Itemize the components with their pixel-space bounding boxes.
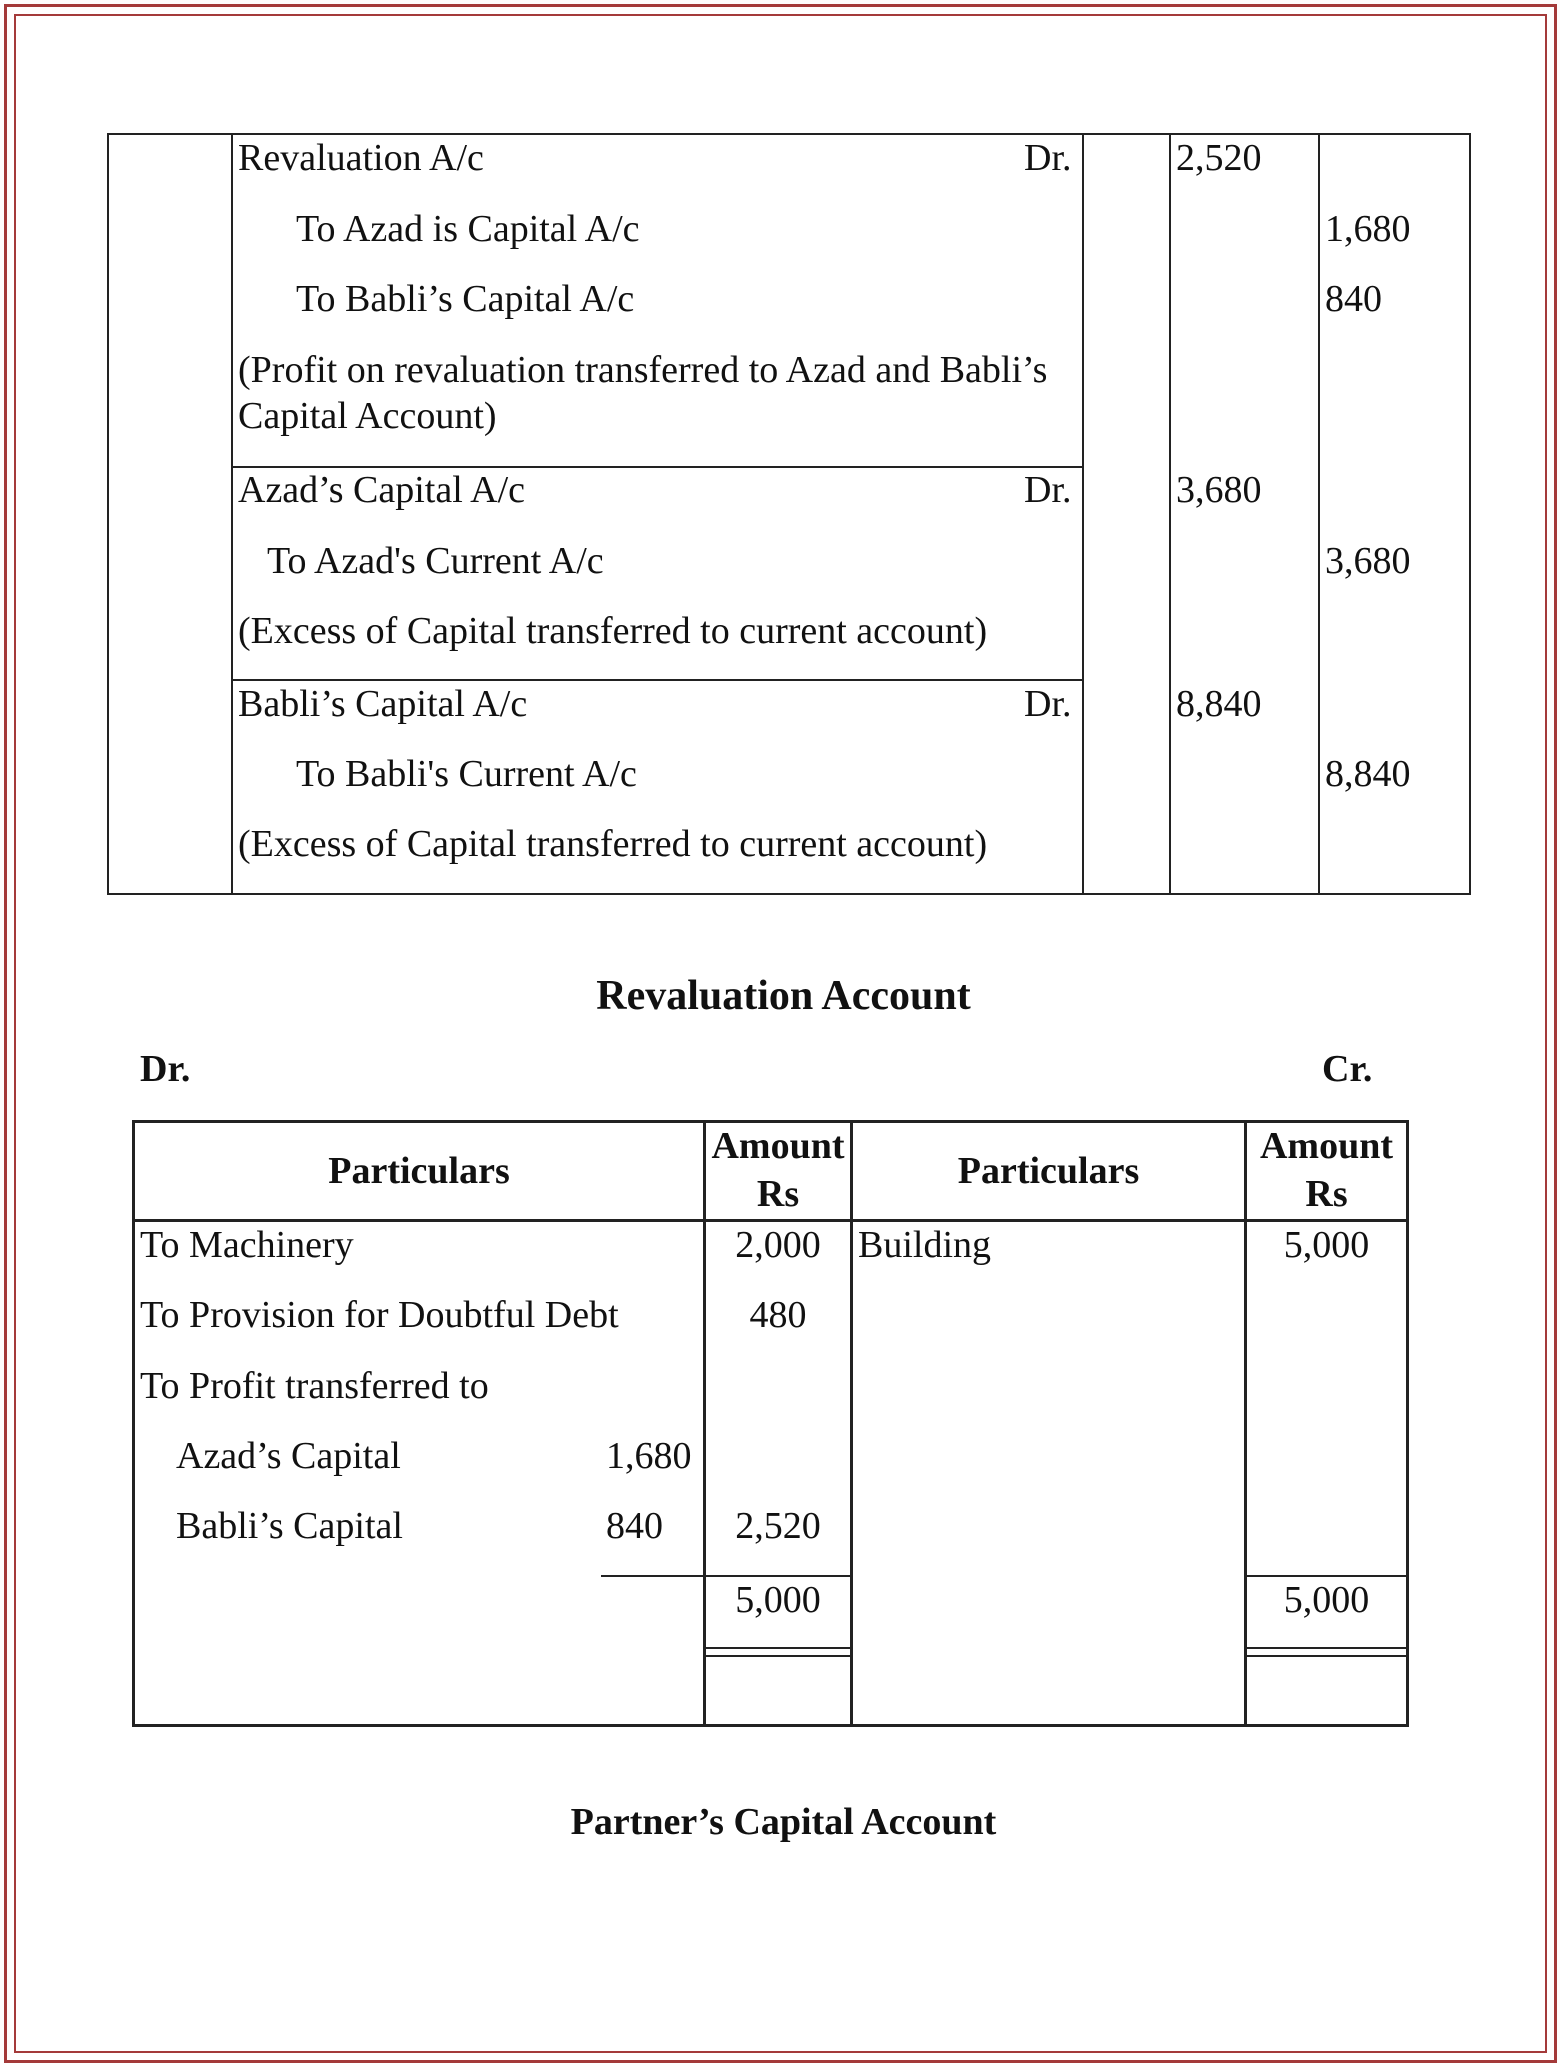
total-right: 5,000 xyxy=(1283,1579,1370,1621)
entry2-debit-account: Azad’s Capital A/c xyxy=(238,469,526,511)
total-left: 5,000 xyxy=(735,1579,821,1621)
credit-row-building: Building xyxy=(858,1224,992,1266)
debit-row-profit-transferred: To Profit transferred to xyxy=(140,1365,489,1407)
profit-azad-label: Azad’s Capital xyxy=(176,1435,401,1477)
debit-amount-provision: 480 xyxy=(749,1294,807,1336)
header-particulars-left: Particulars xyxy=(328,1150,510,1192)
entry2-credit1-account: To Azad's Current A/c xyxy=(267,540,604,582)
header-rs-left: Rs xyxy=(756,1173,800,1215)
entry2-debit-amount: 3,680 xyxy=(1176,469,1262,511)
entry1-credit2-amount: 840 xyxy=(1325,278,1382,320)
entry3-dr-label: Dr. xyxy=(1024,683,1072,725)
entry1-debit-account: Revaluation A/c xyxy=(238,137,484,179)
profit-babli-amount: 840 xyxy=(606,1505,663,1547)
entry1-narration: (Profit on revaluation transferred to Azad and Babli’s Capital Account) xyxy=(238,349,1048,437)
entry1-credit2-account: To Babli’s Capital A/c xyxy=(296,278,635,320)
entry1-credit1-amount: 1,680 xyxy=(1325,208,1411,250)
entry1-debit-amount: 2,520 xyxy=(1176,137,1262,179)
debit-row-machinery: To Machinery xyxy=(140,1224,354,1266)
partners-capital-title: Partner’s Capital Account xyxy=(570,1801,997,1843)
dr-label: Dr. xyxy=(140,1048,191,1090)
entry3-debit-account: Babli’s Capital A/c xyxy=(238,683,528,725)
debit-amount-machinery: 2,000 xyxy=(735,1224,821,1266)
entry2-credit1-amount: 3,680 xyxy=(1325,540,1411,582)
revaluation-title: Revaluation Account xyxy=(596,973,971,1019)
entry3-credit1-amount: 8,840 xyxy=(1325,753,1411,795)
entry3-narration: (Excess of Capital transferred to current account) xyxy=(238,823,988,865)
header-rs-right: Rs xyxy=(1305,1173,1348,1215)
entry2-dr-label: Dr. xyxy=(1024,469,1072,511)
entry2-narration: (Excess of Capital transferred to current account) xyxy=(238,610,988,652)
cr-label: Cr. xyxy=(1322,1048,1373,1090)
credit-amount-building: 5,000 xyxy=(1283,1224,1370,1266)
header-amount-right: Amount xyxy=(1259,1125,1394,1167)
header-particulars-right: Particulars xyxy=(957,1150,1140,1192)
debit-row-provision: To Provision for Doubtful Debt xyxy=(140,1294,619,1336)
profit-babli-label: Babli’s Capital xyxy=(176,1505,403,1547)
profit-total-amount: 2,520 xyxy=(735,1505,821,1547)
profit-azad-amount: 1,680 xyxy=(606,1435,692,1477)
entry3-debit-amount: 8,840 xyxy=(1176,683,1262,725)
entry1-dr-label: Dr. xyxy=(1024,137,1072,179)
header-amount-left: Amount xyxy=(711,1125,845,1167)
entry1-credit1-account: To Azad is Capital A/c xyxy=(296,208,640,250)
entry3-credit1-account: To Babli's Current A/c xyxy=(296,753,637,795)
